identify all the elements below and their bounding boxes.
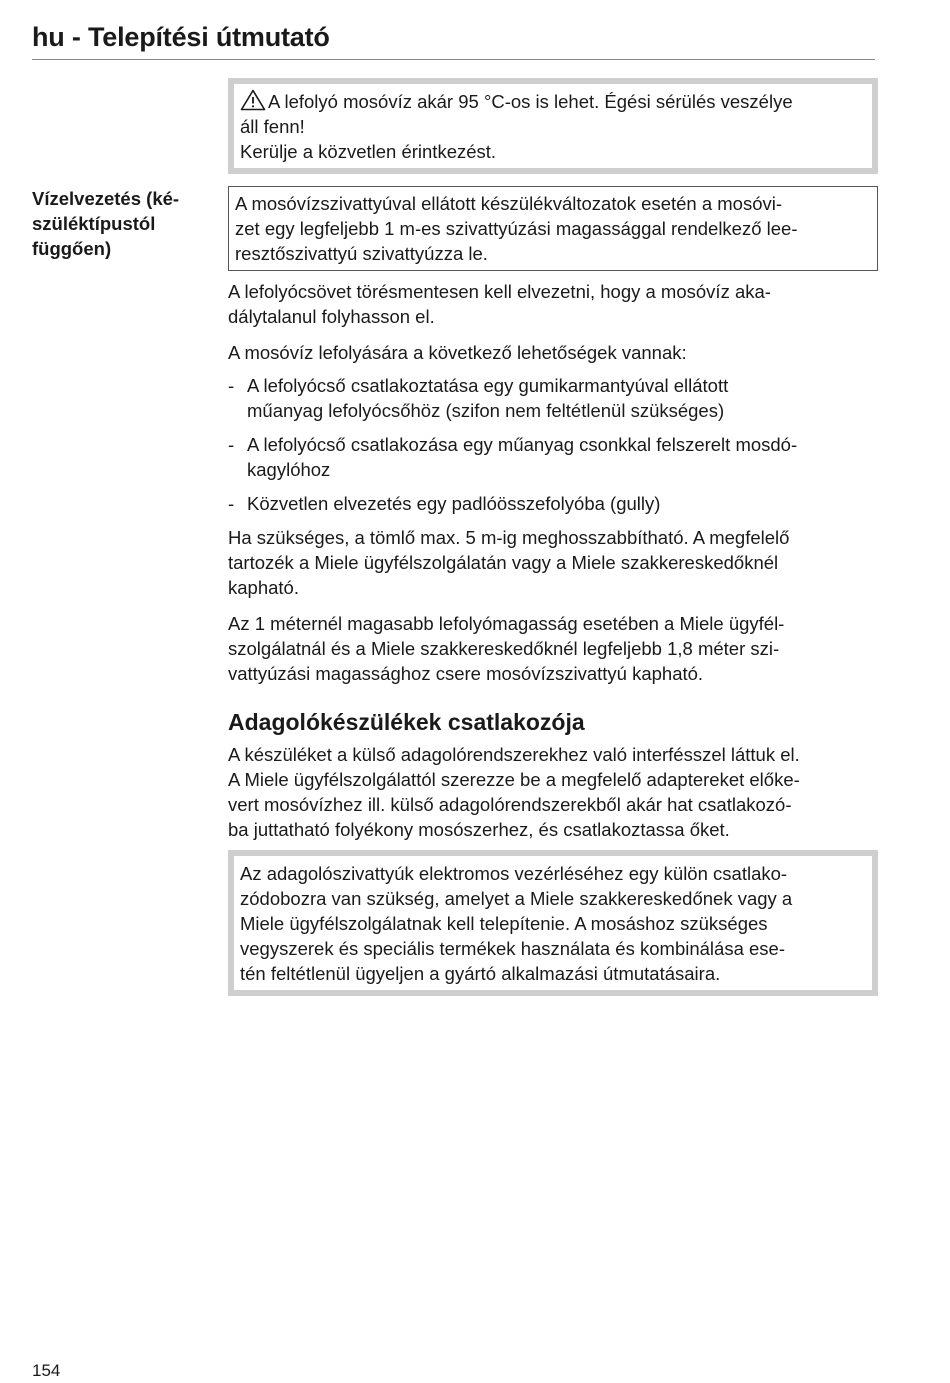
paragraph-line: kapható. bbox=[228, 577, 299, 598]
paragraph-line: vattyúzási magassághoz csere mosóvízszivattyú kapható. bbox=[228, 663, 704, 684]
paragraph-line: vert mosóvízhez ill. külső adagolórendszerekből akár hat csatlakozó- bbox=[228, 794, 792, 815]
warning-text: Kerülje a közvetlen érintkezést. bbox=[240, 141, 497, 162]
paragraph bbox=[228, 525, 878, 600]
sidebar-heading-line: szüléktípustól bbox=[32, 213, 156, 234]
main-content bbox=[228, 78, 878, 996]
paragraph-line: A lefolyócsövet törésmentesen kell elvezetni, hogy a mosóvíz aka- bbox=[228, 281, 771, 302]
paragraph-line: A készüléket a külső adagolórendszerekhez való interfésszel láttuk el. bbox=[228, 744, 800, 765]
drain-options-list bbox=[228, 373, 878, 516]
warning-line bbox=[240, 89, 864, 114]
pump-note-line: A mosóvízszivattyúval ellátott készülékváltozatok esetén a mosóvi- bbox=[235, 193, 783, 214]
sidebar-heading-line: Vízelvezetés (ké- bbox=[32, 188, 180, 209]
info-line: vegyszerek és speciális termékek használata és kombinálása ese- bbox=[240, 938, 785, 959]
paragraph-line: szolgálatnál és a Miele szakkereskedőknél legfeljebb 1,8 méter szi- bbox=[228, 638, 780, 659]
warning-box bbox=[228, 78, 878, 174]
pump-note-line: resztőszivattyú szivattyúzza le. bbox=[235, 243, 488, 264]
paragraph-line: Ha szükséges, a tömlő max. 5 m-ig meghosszabbítható. A megfelelő bbox=[228, 527, 790, 548]
list-dash: - bbox=[228, 434, 235, 455]
list-dash: - bbox=[228, 493, 235, 514]
list-item bbox=[228, 491, 878, 516]
info-line: Miele ügyfélszolgálatnak kell telepítenie. A mosáshoz szükséges bbox=[240, 913, 768, 934]
list-dash: - bbox=[228, 375, 235, 396]
paragraph-line: dálytalanul folyhasson el. bbox=[228, 306, 435, 327]
section-heading: Adagolókészülékek csatlakozója bbox=[228, 709, 585, 735]
page-header bbox=[32, 22, 875, 60]
page-number: 154 bbox=[32, 1361, 61, 1380]
paragraph bbox=[228, 340, 878, 365]
info-line: tén feltétlenül ügyeljen a gyártó alkalmazási útmutatásaira. bbox=[240, 963, 721, 984]
pump-note-box bbox=[228, 186, 878, 271]
list-item-line: kagylóhoz bbox=[247, 459, 331, 480]
list-item-line: Közvetlen elvezetés egy padlóösszefolyóba (gully) bbox=[247, 493, 661, 514]
info-line: Az adagolószivattyúk elektromos vezérléséhez egy külön csatlako- bbox=[240, 863, 788, 884]
page-title: hu - Telepítési útmutató bbox=[32, 22, 330, 52]
paragraph bbox=[228, 279, 878, 329]
list-item-line: A lefolyócső csatlakozása egy műanyag csonkkal felszerelt mosdó- bbox=[247, 434, 798, 455]
warning-text: A lefolyó mosóvíz akár 95 °C-os is lehet. Égési sérülés veszélye bbox=[268, 91, 793, 112]
list-item-line: műanyag lefolyócsőhöz (szifon nem feltétlenül szükséges) bbox=[247, 400, 725, 421]
warning-triangle-icon bbox=[240, 89, 266, 111]
paragraph-line: A mosóvíz lefolyására a következő lehetőségek vannak: bbox=[228, 342, 687, 363]
list-item bbox=[228, 373, 878, 423]
sidebar-heading bbox=[32, 186, 212, 261]
list-item-line: A lefolyócső csatlakoztatása egy gumikarmantyúval ellátott bbox=[247, 375, 729, 396]
list-item bbox=[228, 432, 878, 482]
sidebar-heading-line: függően) bbox=[32, 238, 112, 259]
warning-text: áll fenn! bbox=[240, 116, 305, 137]
paragraph-line: ba juttatható folyékony mosószerhez, és csatlakoztassa őket. bbox=[228, 819, 730, 840]
info-box bbox=[228, 850, 878, 996]
info-line: zódobozra van szükség, amelyet a Miele szakkereskedőnek vagy a bbox=[240, 888, 793, 909]
paragraph-line: tartozék a Miele ügyfélszolgálatán vagy a Miele szakkereskedőknél bbox=[228, 552, 779, 573]
paragraph-line: A Miele ügyfélszolgálattól szerezze be a megfelelő adaptereket előke- bbox=[228, 769, 800, 790]
pump-note-line: zet egy legfeljebb 1 m-es szivattyúzási magassággal rendelkező lee- bbox=[235, 218, 798, 239]
paragraph-line: Az 1 méternél magasabb lefolyómagasság esetében a Miele ügyfél- bbox=[228, 613, 785, 634]
paragraph bbox=[228, 742, 878, 842]
paragraph bbox=[228, 611, 878, 686]
